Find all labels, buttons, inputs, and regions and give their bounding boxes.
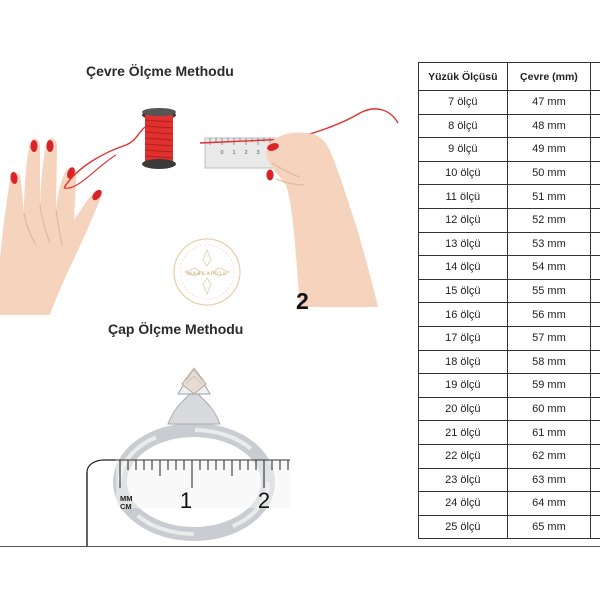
left-hand-icon <box>0 138 104 315</box>
size-cell: 14 ölçü <box>419 256 508 280</box>
circumference-cell: 55 mm <box>507 279 591 303</box>
circumference-method-title: Çevre Ölçme Methodu <box>86 63 234 79</box>
table-row <box>419 161 600 185</box>
size-cell: 20 ölçü <box>419 397 508 421</box>
ruler-mark-1: 1 <box>179 488 193 513</box>
circumference-cell: 47 mm <box>507 91 591 115</box>
size-cell: 7 ölçü <box>419 91 508 115</box>
ruler-tick-3: 3 <box>256 150 260 156</box>
watermark-text: MARKAPOLL <box>186 271 228 277</box>
size-cell: 10 ölçü <box>419 161 508 185</box>
ruler-tick-0: 0 <box>220 150 224 156</box>
table-row <box>419 492 600 516</box>
step-number: 2 <box>296 288 309 314</box>
table-row <box>419 468 600 492</box>
circumference-cell: 62 mm <box>507 444 591 468</box>
table-row <box>419 444 600 468</box>
ruler-unit-mm: MM <box>120 494 133 503</box>
table-row <box>419 114 600 138</box>
table-row <box>419 91 600 115</box>
table-row <box>419 421 600 445</box>
stub-cell <box>591 326 600 350</box>
size-cell: 25 ölçü <box>419 515 508 539</box>
size-cell: 24 ölçü <box>419 492 508 516</box>
diameter-illustration <box>82 362 297 550</box>
bottom-divider <box>0 546 600 547</box>
stub-cell <box>591 279 600 303</box>
size-cell: 16 ölçü <box>419 303 508 327</box>
table-row <box>419 350 600 374</box>
circumference-cell: 51 mm <box>507 185 591 209</box>
stub-cell <box>591 468 600 492</box>
circumference-cell: 63 mm <box>507 468 591 492</box>
size-cell: 17 ölçü <box>419 326 508 350</box>
stub-cell <box>591 350 600 374</box>
table-row <box>419 374 600 398</box>
size-cell: 9 ölçü <box>419 138 508 162</box>
circumference-cell: 64 mm <box>507 492 591 516</box>
size-cell: 15 ölçü <box>419 279 508 303</box>
stub-cell <box>591 444 600 468</box>
size-cell: 8 ölçü <box>419 114 508 138</box>
table-row <box>419 279 600 303</box>
stub-cell <box>591 91 600 115</box>
circumference-cell: 57 mm <box>507 326 591 350</box>
circumference-cell: 49 mm <box>507 138 591 162</box>
stub-cell <box>591 256 600 280</box>
table-header-row <box>419 63 600 91</box>
table-row <box>419 515 600 539</box>
stub-cell <box>591 185 600 209</box>
circumference-cell: 50 mm <box>507 161 591 185</box>
table-row <box>419 256 600 280</box>
stub-cell <box>591 232 600 256</box>
stub-cell <box>591 515 600 539</box>
ruler-tick-2: 2 <box>244 150 248 156</box>
circumference-cell: 65 mm <box>507 515 591 539</box>
circumference-cell: 60 mm <box>507 397 591 421</box>
circumference-cell: 58 mm <box>507 350 591 374</box>
stub-cell <box>591 397 600 421</box>
table-row <box>419 232 600 256</box>
size-cell: 12 ölçü <box>419 208 508 232</box>
table-row <box>419 208 600 232</box>
thread-spool-icon <box>142 108 176 169</box>
brand-logo-watermark <box>171 236 243 308</box>
header-ring-size: Yüzük Ölçüsü <box>419 63 508 91</box>
table-row <box>419 397 600 421</box>
table-row <box>419 326 600 350</box>
stub-cell <box>591 114 600 138</box>
ruler-unit-cm: CM <box>120 502 132 511</box>
stub-cell <box>591 208 600 232</box>
circumference-cell: 61 mm <box>507 421 591 445</box>
ring-icon <box>120 368 271 534</box>
stub-cell <box>591 303 600 327</box>
circumference-cell: 52 mm <box>507 208 591 232</box>
ruler-tick-1: 1 <box>232 150 236 156</box>
size-cell: 11 ölçü <box>419 185 508 209</box>
thread-left <box>64 127 145 188</box>
stub-cell <box>591 161 600 185</box>
table-row <box>419 138 600 162</box>
stub-cell <box>591 421 600 445</box>
size-cell: 19 ölçü <box>419 374 508 398</box>
stub-cell <box>591 138 600 162</box>
size-cell: 23 ölçü <box>419 468 508 492</box>
header-circumference: Çevre (mm) <box>507 63 591 91</box>
stub-cell <box>591 374 600 398</box>
ruler-mark-2: 2 <box>257 488 271 513</box>
circumference-cell: 56 mm <box>507 303 591 327</box>
table-row <box>419 185 600 209</box>
circumference-cell: 53 mm <box>507 232 591 256</box>
size-cell: 13 ölçü <box>419 232 508 256</box>
table-row <box>419 303 600 327</box>
size-cell: 18 ölçü <box>419 350 508 374</box>
stub-cell <box>591 492 600 516</box>
ring-size-table <box>418 62 600 539</box>
circumference-cell: 54 mm <box>507 256 591 280</box>
header-stub <box>591 63 600 91</box>
size-cell: 22 ölçü <box>419 444 508 468</box>
circumference-cell: 48 mm <box>507 114 591 138</box>
right-hand-icon <box>266 133 378 308</box>
size-cell: 21 ölçü <box>419 421 508 445</box>
circumference-cell: 59 mm <box>507 374 591 398</box>
diameter-method-title: Çap Ölçme Methodu <box>108 321 244 337</box>
